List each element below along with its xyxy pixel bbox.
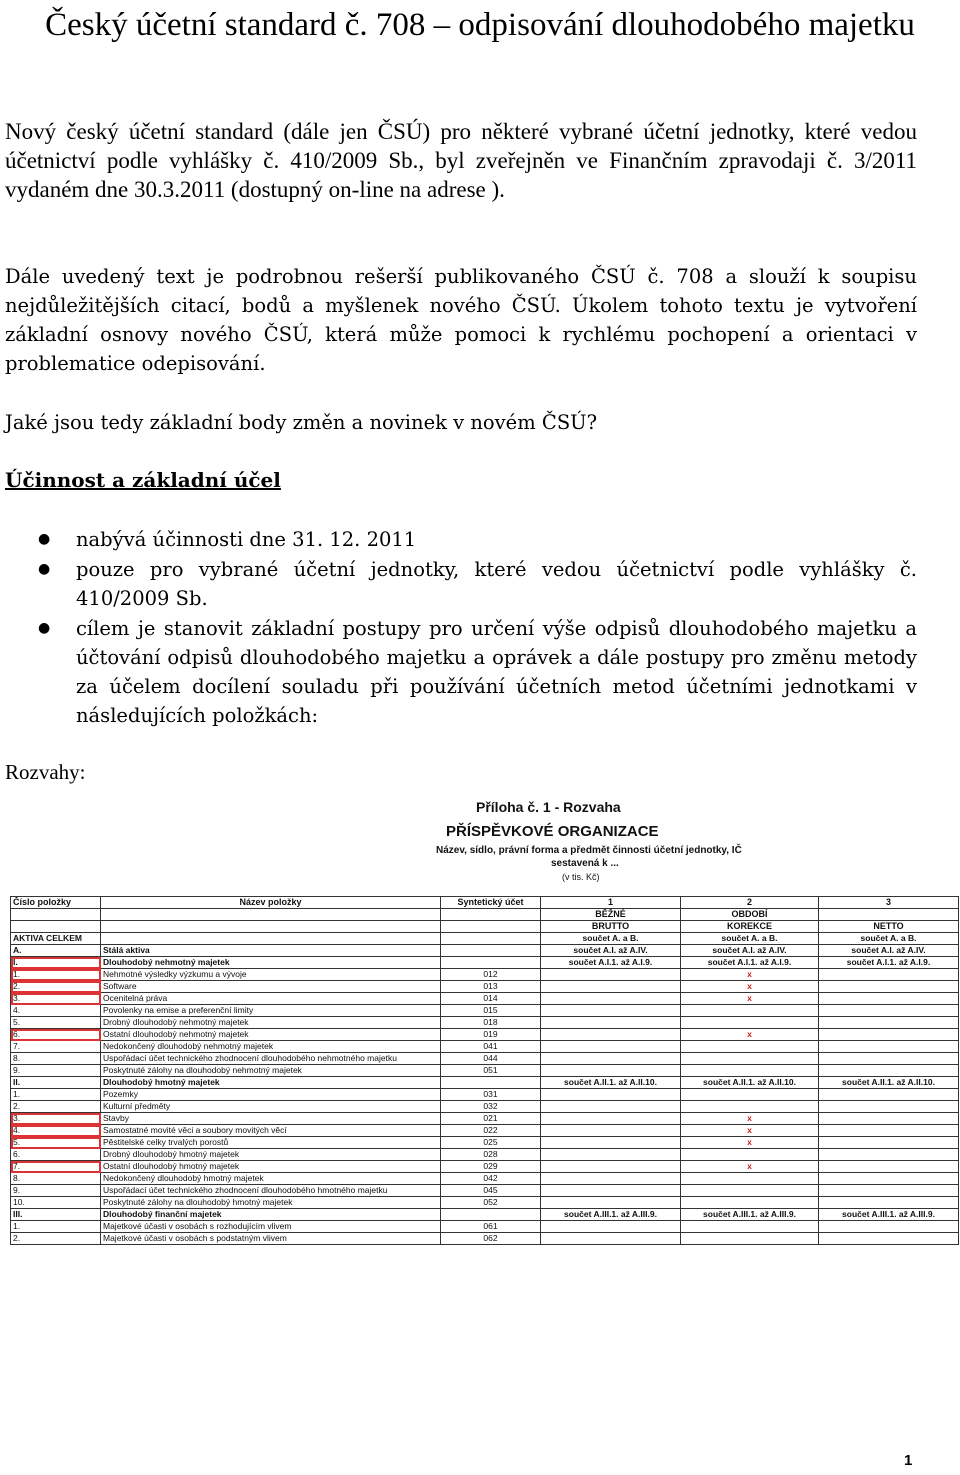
row-netto: součet A.I. až A.IV. [819, 945, 959, 957]
rozvahy-label: Rozvahy: [5, 760, 86, 784]
row-netto [819, 1197, 959, 1209]
row-korekce: součet A.II.1. až A.II.10. [681, 1077, 819, 1089]
row-netto [819, 1113, 959, 1125]
row-netto [819, 1089, 959, 1101]
row-account: 045 [441, 1185, 541, 1197]
row-number: 5. [11, 1017, 101, 1029]
row-number: A. [11, 945, 101, 957]
row-name: Software [101, 981, 441, 993]
bullet-icon: ● [38, 620, 51, 636]
row-korekce: x [681, 993, 819, 1005]
row-name: Poskytnuté zálohy na dlouhodobý hmotný majetek [101, 1197, 441, 1209]
row-brutto [541, 1005, 681, 1017]
row-account [441, 933, 541, 945]
row-name: Drobný dlouhodobý hmotný majetek [101, 1149, 441, 1161]
table-row [11, 1125, 959, 1137]
row-korekce: x [681, 1029, 819, 1041]
row-account: 052 [441, 1197, 541, 1209]
row-brutto: součet A.III.1. až A.III.9. [541, 1209, 681, 1221]
row-brutto [541, 1185, 681, 1197]
table-row [11, 1053, 959, 1065]
row-netto [819, 1149, 959, 1161]
row-netto [819, 1173, 959, 1185]
table-row [11, 1041, 959, 1053]
row-netto [819, 1125, 959, 1137]
row-name: Kulturní předměty [101, 1101, 441, 1113]
row-name: Drobný dlouhodobý nehmotný majetek [101, 1017, 441, 1029]
row-number: 4. [11, 1005, 101, 1017]
row-korekce: součet A.III.1. až A.III.9. [681, 1209, 819, 1221]
table-row [11, 1149, 959, 1161]
row-brutto [541, 1017, 681, 1029]
row-korekce: součet A.I. až A.IV. [681, 945, 819, 957]
table-row [11, 1005, 959, 1017]
row-number: 2. [11, 1101, 101, 1113]
row-name: Stálá aktiva [101, 945, 441, 957]
row-netto [819, 1053, 959, 1065]
row-netto [819, 969, 959, 981]
row-number: I. [11, 957, 101, 969]
row-number: III. [11, 1209, 101, 1221]
row-netto: součet A. a B. [819, 933, 959, 945]
row-account: 019 [441, 1029, 541, 1041]
row-name: Ostatní dlouhodobý nehmotný majetek [101, 1029, 441, 1041]
row-number: 8. [11, 1173, 101, 1185]
scan-heading-4: sestavená k ... [551, 858, 619, 869]
row-name: Ocenitelná práva [101, 993, 441, 1005]
row-number: 1. [11, 1089, 101, 1101]
table-row [11, 1113, 959, 1125]
col-cislo-header: Číslo položky [11, 897, 101, 909]
row-netto [819, 1221, 959, 1233]
row-brutto: součet A.I.1. až A.I.9. [541, 957, 681, 969]
scan-heading-2: PŘÍSPĚVKOVÉ ORGANIZACE [446, 823, 659, 840]
row-number: 6. [11, 1029, 101, 1041]
row-number: 10. [11, 1197, 101, 1209]
row-account: 041 [441, 1041, 541, 1053]
row-brutto [541, 1197, 681, 1209]
row-korekce [681, 1005, 819, 1017]
row-account: 061 [441, 1221, 541, 1233]
table-row [11, 1065, 959, 1077]
bullet-list [0, 525, 917, 731]
table-row [11, 1077, 959, 1089]
table-row [11, 933, 959, 945]
row-number: 4. [11, 1125, 101, 1137]
row-brutto [541, 969, 681, 981]
row-netto: součet A.III.1. až A.III.9. [819, 1209, 959, 1221]
description-paragraph: Dále uvedený text je podrobnou rešerší publikovaného ČSÚ č. 708 a slouží k soupisu nejdůležitějších citací, bodů a myšlenek nového ČSÚ. Úkolem tohoto textu je vytvoření základní osnovy nového ČSÚ, která může pomoci k rychlému pochopení a orientaci v problematice odepisování. [5, 265, 917, 375]
row-number: 9. [11, 1065, 101, 1077]
row-account: 012 [441, 969, 541, 981]
row-account [441, 1077, 541, 1089]
row-name: Poskytnuté zálohy na dlouhodobý nehmotný majetek [101, 1065, 441, 1077]
row-brutto [541, 1089, 681, 1101]
row-account [441, 1209, 541, 1221]
row-number: 2. [11, 981, 101, 993]
row-brutto [541, 1041, 681, 1053]
scan-heading-5: (v tis. Kč) [562, 872, 600, 882]
row-account: 028 [441, 1149, 541, 1161]
balance-sheet-scan [6, 790, 959, 1275]
table-row [11, 957, 959, 969]
row-number: 2. [11, 1233, 101, 1245]
row-brutto: součet A. a B. [541, 933, 681, 945]
row-account [441, 945, 541, 957]
row-korekce: x [681, 1113, 819, 1125]
table-row [11, 1197, 959, 1209]
row-brutto [541, 1113, 681, 1125]
row-account [441, 957, 541, 969]
row-netto [819, 1161, 959, 1173]
row-korekce [681, 1221, 819, 1233]
row-brutto [541, 1125, 681, 1137]
row-account: 042 [441, 1173, 541, 1185]
col-synt-header: Syntetický účet [441, 897, 541, 909]
row-number: 3. [11, 993, 101, 1005]
row-number: 8. [11, 1053, 101, 1065]
table-row [11, 1137, 959, 1149]
row-korekce [681, 1197, 819, 1209]
row-account: 014 [441, 993, 541, 1005]
list-item: ● nabývá účinnosti dne 31. 12. 2011 [0, 525, 917, 554]
row-brutto: součet A.II.1. až A.II.10. [541, 1077, 681, 1089]
list-item: ● pouze pro vybrané účetní jednotky, které vedou účetnictví podle vyhlášky č. 410/2009 Sb. [0, 555, 917, 613]
row-number: 7. [11, 1161, 101, 1173]
row-korekce: x [681, 1125, 819, 1137]
row-brutto [541, 1065, 681, 1077]
row-name: Majetkové účasti v osobách s rozhodujícím vlivem [101, 1221, 441, 1233]
row-netto [819, 1005, 959, 1017]
row-netto [819, 993, 959, 1005]
table-row [11, 1089, 959, 1101]
row-brutto [541, 1233, 681, 1245]
row-name: Pozemky [101, 1089, 441, 1101]
row-account: 031 [441, 1089, 541, 1101]
table-row [11, 993, 959, 1005]
row-account: 022 [441, 1125, 541, 1137]
row-number: II. [11, 1077, 101, 1089]
table-row [11, 981, 959, 993]
col-netto-header: NETTO [819, 921, 959, 933]
row-netto [819, 1137, 959, 1149]
row-korekce: x [681, 1137, 819, 1149]
row-brutto [541, 1149, 681, 1161]
table-row [11, 1173, 959, 1185]
col-num-3: 3 [819, 897, 959, 909]
row-name: Nehmotné výsledky výzkumu a vývoje [101, 969, 441, 981]
row-name: Uspořádací účet technického zhodnocení dlouhodobého hmotného majetku [101, 1185, 441, 1197]
row-name: Nedokončený dlouhodobý nehmotný majetek [101, 1041, 441, 1053]
row-account: 051 [441, 1065, 541, 1077]
scan-heading-1: Příloha č. 1 - Rozvaha [476, 799, 621, 815]
row-brutto [541, 1053, 681, 1065]
document-title: Český účetní standard č. 708 – odpisování dlouhodobého majetku [45, 7, 915, 43]
row-name [101, 933, 441, 945]
row-account: 029 [441, 1161, 541, 1173]
table-row [11, 1017, 959, 1029]
table-row [11, 1161, 959, 1173]
row-brutto [541, 1161, 681, 1173]
table-row [11, 969, 959, 981]
row-netto [819, 1041, 959, 1053]
table-row [11, 1233, 959, 1245]
row-korekce [681, 1101, 819, 1113]
list-item: ● cílem je stanovit základní postupy pro určení výše odpisů dlouhodobého majetku a účtování odpisů dlouhodobého majetku a oprávek a dále postupy pro změnu metody za účelem docílení souladu při používání účetních metod účetními jednotkami v následujících položkách: [0, 614, 917, 730]
row-brutto [541, 1029, 681, 1041]
row-name: Dlouhodobý finanční majetek [101, 1209, 441, 1221]
row-brutto [541, 1221, 681, 1233]
row-brutto: součet A.I. až A.IV. [541, 945, 681, 957]
row-name: Samostatné movité věci a soubory movitých věcí [101, 1125, 441, 1137]
row-korekce [681, 1041, 819, 1053]
col-num-2: 2 [681, 897, 819, 909]
row-number: 5. [11, 1137, 101, 1149]
row-korekce: součet A. a B. [681, 933, 819, 945]
col-obdobi-header: OBDOBÍ [681, 909, 819, 921]
bullet-icon: ● [38, 531, 51, 547]
table-row [11, 945, 959, 957]
col-korekce-header: KOREKCE [681, 921, 819, 933]
row-korekce [681, 1233, 819, 1245]
row-name: Dlouhodobý hmotný majetek [101, 1077, 441, 1089]
row-number: 7. [11, 1041, 101, 1053]
row-account: 021 [441, 1113, 541, 1125]
row-number: 1. [11, 1221, 101, 1233]
row-name: Pěstitelské celky trvalých porostů [101, 1137, 441, 1149]
row-account: 062 [441, 1233, 541, 1245]
row-netto: součet A.I.1. až A.I.9. [819, 957, 959, 969]
row-netto [819, 1017, 959, 1029]
row-name: Dlouhodobý nehmotný majetek [101, 957, 441, 969]
row-brutto [541, 1101, 681, 1113]
row-number: 9. [11, 1185, 101, 1197]
row-account: 044 [441, 1053, 541, 1065]
row-name: Majetkové účasti v osobách s podstatným vlivem [101, 1233, 441, 1245]
row-korekce: x [681, 981, 819, 993]
row-number: 3. [11, 1113, 101, 1125]
row-account: 032 [441, 1101, 541, 1113]
row-number: 6. [11, 1149, 101, 1161]
row-korekce: x [681, 1161, 819, 1173]
row-name: Povolenky na emise a preferenční limity [101, 1005, 441, 1017]
row-account: 025 [441, 1137, 541, 1149]
row-account: 013 [441, 981, 541, 993]
row-netto [819, 1065, 959, 1077]
row-korekce [681, 1173, 819, 1185]
col-num-1: 1 [541, 897, 681, 909]
row-korekce [681, 1185, 819, 1197]
col-nazev-header: Název položky [101, 897, 441, 909]
row-name: Ostatní dlouhodobý hmotný majetek [101, 1161, 441, 1173]
table-row [11, 1029, 959, 1041]
row-korekce [681, 1089, 819, 1101]
row-netto [819, 1185, 959, 1197]
row-name: Uspořádací účet technického zhodnocení dlouhodobého nehmotného majetku [101, 1053, 441, 1065]
table-row [11, 1101, 959, 1113]
row-brutto [541, 981, 681, 993]
table-row [11, 1221, 959, 1233]
row-korekce [681, 1053, 819, 1065]
row-name: Nedokončený dlouhodobý hmotný majetek [101, 1173, 441, 1185]
row-account: 018 [441, 1017, 541, 1029]
scan-heading-3: Název, sídlo, právní forma a předmět činnosti účetní jednotky, IČ [436, 845, 742, 856]
table-row [11, 1209, 959, 1221]
row-netto [819, 1029, 959, 1041]
row-korekce: součet A.I.1. až A.I.9. [681, 957, 819, 969]
intro-paragraph: Nový český účetní standard (dále jen ČSÚ) pro některé vybrané účetní jednotky, které vedou účetnictví podle vyhlášky č. 410/2009 Sb., byl zveřejněn ve Finančním zpravodaji č. 3/2011 vydaném dne 30.3.2011 (dostupný on-line na adrese ). [5, 119, 917, 202]
row-number: 1. [11, 969, 101, 981]
section-heading: Účinnost a základní účel [5, 468, 281, 492]
row-korekce [681, 1065, 819, 1077]
row-netto [819, 1233, 959, 1245]
row-brutto [541, 1173, 681, 1185]
row-netto [819, 1101, 959, 1113]
row-netto [819, 981, 959, 993]
page-number: 1 [904, 1452, 913, 1469]
row-account: 015 [441, 1005, 541, 1017]
bullet-icon: ● [38, 561, 51, 577]
row-brutto [541, 1137, 681, 1149]
question-paragraph: Jaké jsou tedy základní body změn a novinek v novém ČSÚ? [5, 411, 598, 434]
row-netto: součet A.II.1. až A.II.10. [819, 1077, 959, 1089]
row-korekce: x [681, 969, 819, 981]
row-korekce [681, 1149, 819, 1161]
row-korekce [681, 1017, 819, 1029]
col-bezne-header: BĚŽNÉ [541, 909, 681, 921]
row-number: AKTIVA CELKEM [11, 933, 101, 945]
balance-table [10, 896, 959, 1245]
table-row [11, 1185, 959, 1197]
row-brutto [541, 993, 681, 1005]
row-name: Stavby [101, 1113, 441, 1125]
col-brutto-header: BRUTTO [541, 921, 681, 933]
